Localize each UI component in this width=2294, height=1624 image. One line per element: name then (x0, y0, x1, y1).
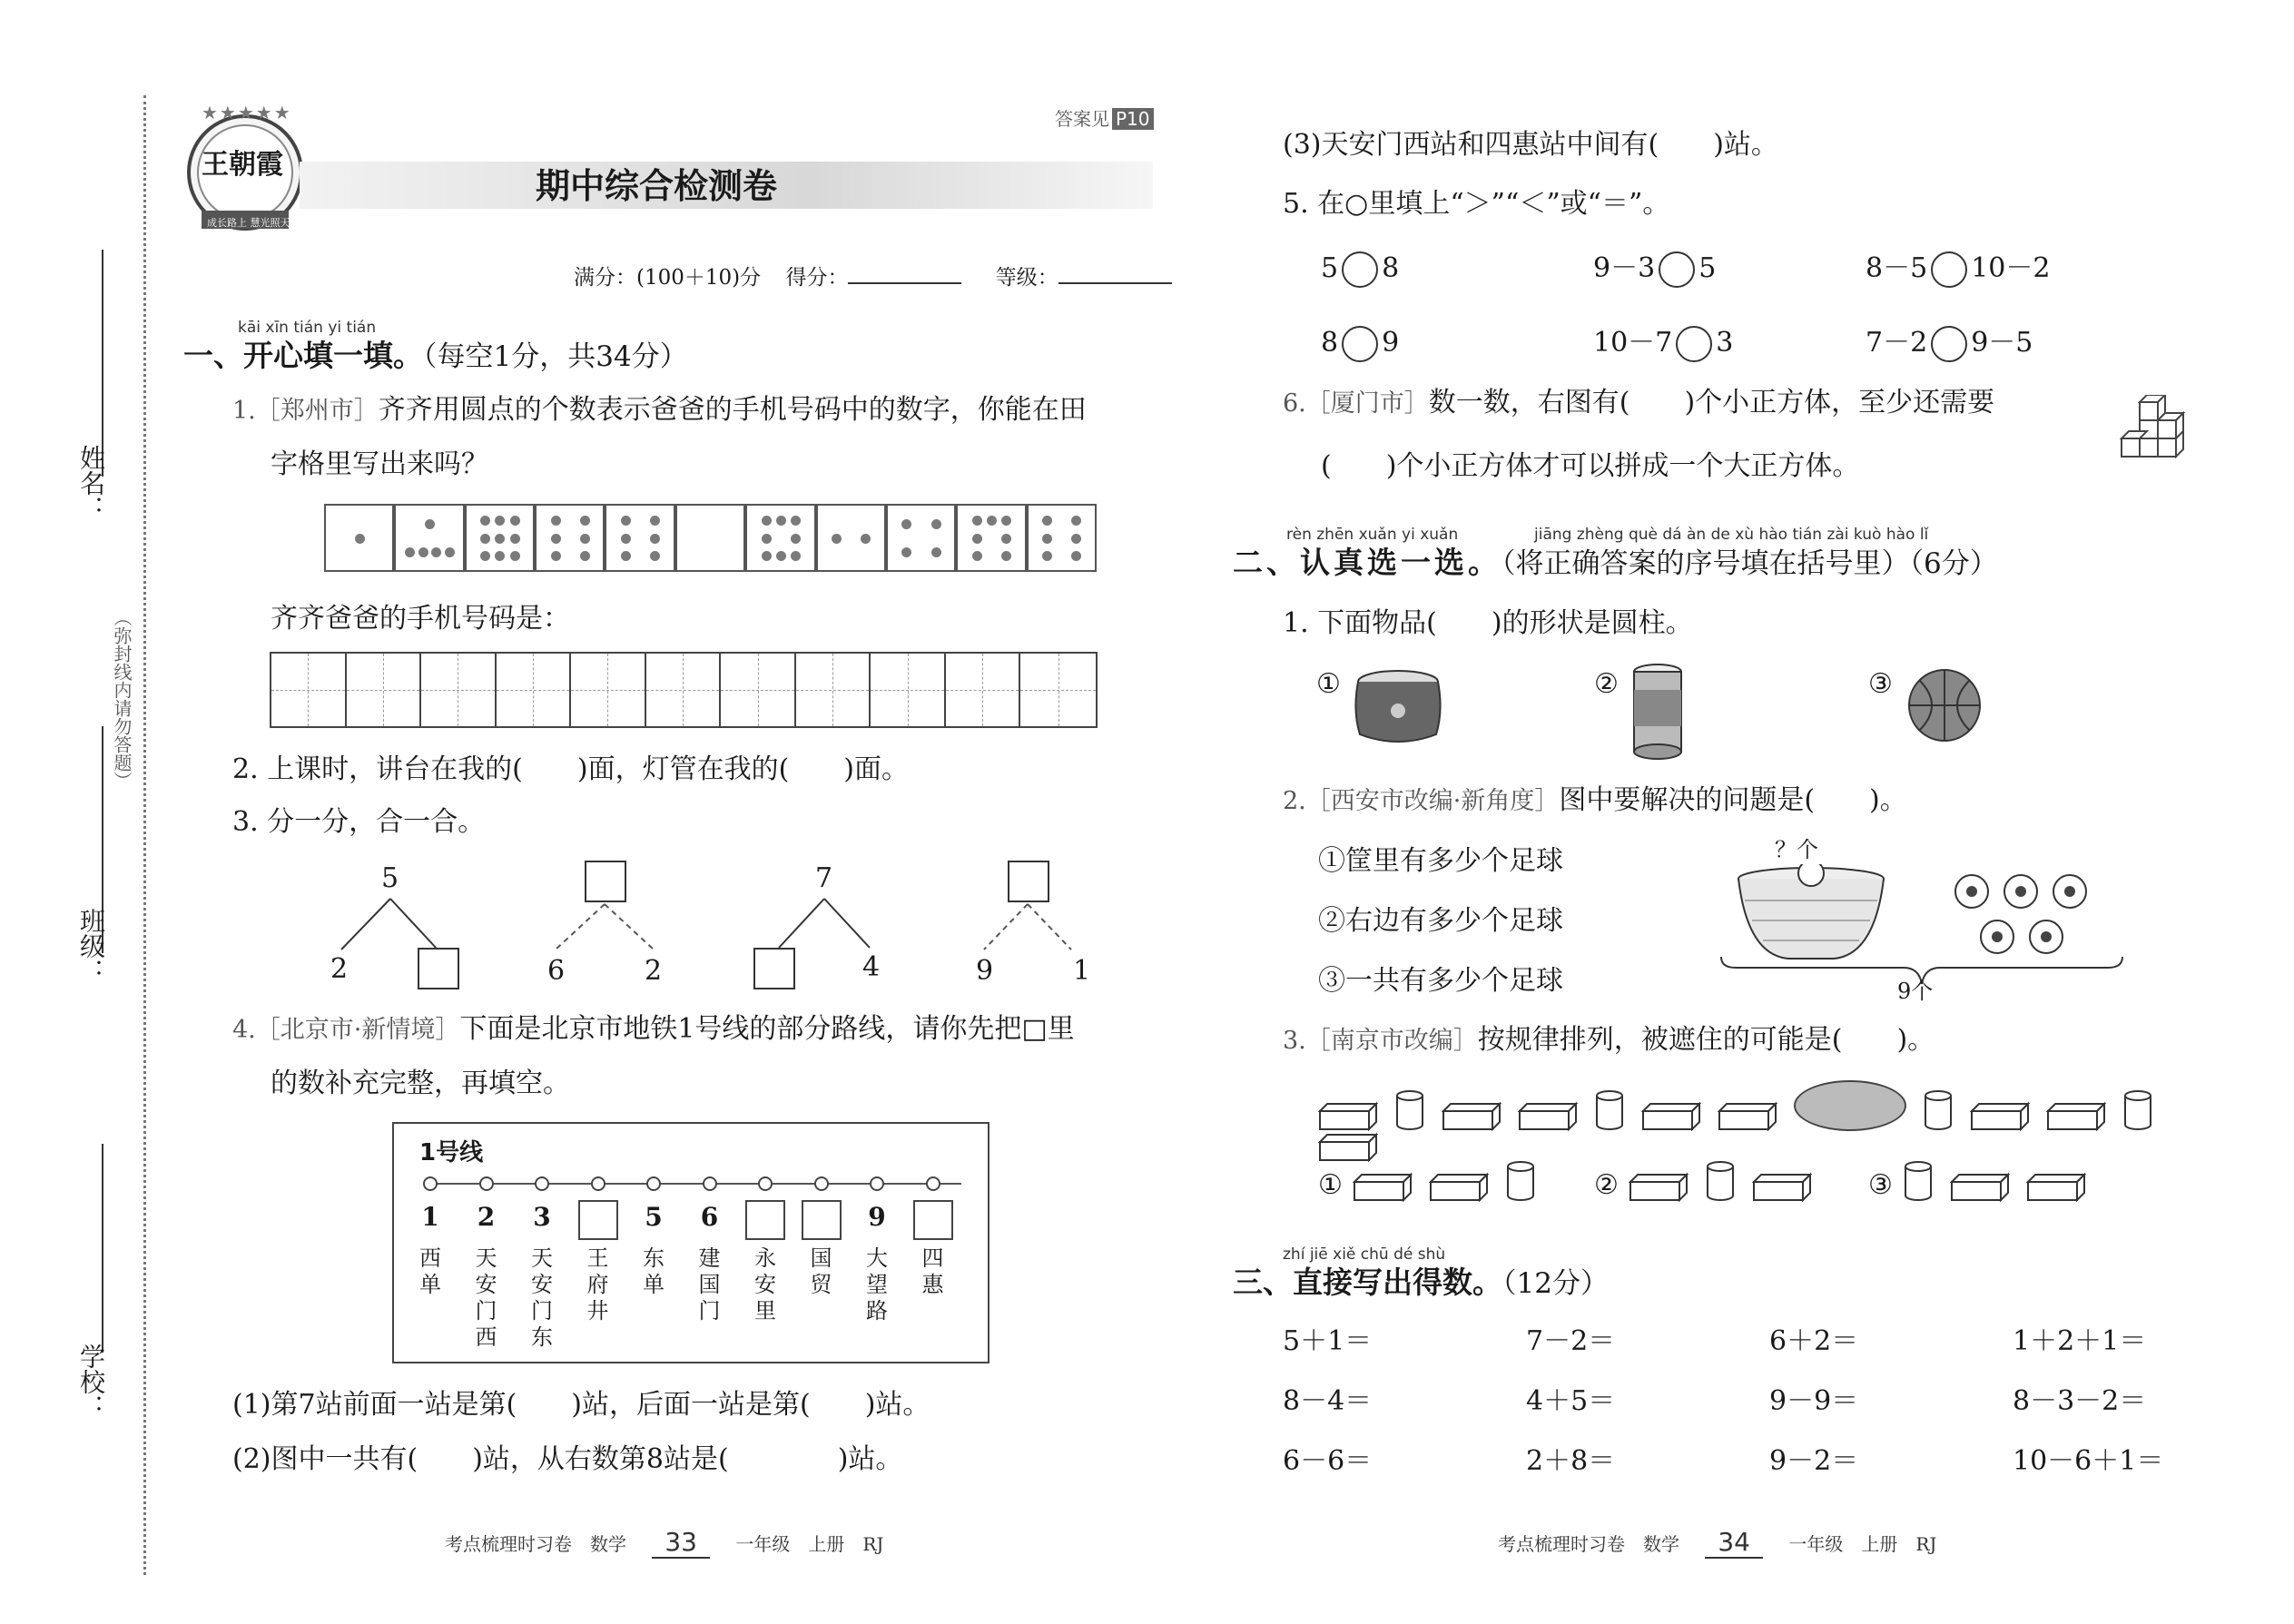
dot (495, 516, 505, 526)
tian-grid-cell[interactable] (1020, 654, 1096, 726)
dot (480, 534, 490, 544)
compare-left: 8 (1321, 327, 1339, 359)
soccer-balls-picture (1952, 871, 2106, 962)
dot (650, 551, 660, 561)
s2-q1: 1. 下面物品( )的形状是圆柱。 (1283, 607, 1693, 639)
right-footer-grade: 一年级 上册 RJ (1788, 1533, 1937, 1555)
cylinder-shape (1505, 1160, 1536, 1202)
tian-grid-cell[interactable] (646, 654, 722, 726)
station-number: 3 (533, 1202, 551, 1232)
s2-q2 (1283, 782, 1907, 820)
right-footer (1498, 1527, 1936, 1559)
compare-circle[interactable] (1342, 251, 1378, 288)
dot-card (605, 504, 674, 572)
dot (621, 534, 631, 544)
class-label: 班级： (76, 908, 106, 984)
compare-circle[interactable] (1931, 326, 1967, 362)
station-name: 大望路 (866, 1245, 888, 1324)
tian-grid-cell[interactable] (721, 654, 796, 726)
score-label: 得分： (785, 266, 849, 290)
station-name: 国贸 (810, 1245, 832, 1297)
can-picture (1630, 663, 1685, 766)
q3: 3. 分一分，合一合。 (232, 806, 486, 838)
dot (510, 551, 520, 561)
tian-grid-cell[interactable] (871, 654, 946, 726)
dot (405, 547, 415, 557)
station-number: 9 (868, 1202, 886, 1232)
dot (1042, 516, 1052, 526)
calc-item[interactable]: 8－3－2＝ (2013, 1385, 2147, 1417)
dot (551, 551, 561, 561)
pattern-row (1318, 1080, 2208, 1135)
compare-right: 9 (1382, 327, 1400, 359)
cuboid-shape (1752, 1171, 1812, 1202)
dot (832, 534, 842, 544)
cylinder-shape (1923, 1089, 1954, 1131)
school-underline (102, 1144, 103, 1353)
left-footer-book: 考点梳理时习卷 数学 (445, 1533, 626, 1555)
q4-sub3: (3)天安门西站和四惠站中间有( )站。 (1283, 129, 1778, 161)
calc-item[interactable]: 6－6＝ (1283, 1445, 1373, 1477)
compare-right: 5 (1698, 252, 1717, 284)
cuboid-shape (1318, 1131, 1378, 1162)
dot (791, 534, 801, 544)
dot (621, 516, 631, 526)
basket-question: ？个 (1775, 837, 1818, 862)
dot (621, 551, 631, 561)
sec2-note: （将正确答案的序号填在括号里）（6分） (1501, 547, 1998, 580)
calc-item[interactable]: 5＋1＝ (1283, 1325, 1373, 1357)
calc-item[interactable]: 7－2＝ (1526, 1325, 1616, 1357)
calc-item[interactable]: 1＋2＋1＝ (2013, 1325, 2147, 1357)
dot-card (394, 504, 464, 572)
sec1-pinyin: kāi xīn tián yi tián (238, 319, 377, 337)
q6-text: 数一数，右图有( )个小正方体，至少还需要 (1428, 387, 1995, 418)
sec2-title: 二、认真选一选。 (1233, 545, 1501, 580)
basket-picture (1734, 864, 1888, 968)
cuboid-shape (1629, 1171, 1689, 1202)
station-number: 2 (477, 1202, 496, 1232)
dot (791, 516, 801, 526)
dot (580, 551, 590, 561)
s2-q1-opt3: ③ (1868, 668, 1893, 700)
s2-q3-text: 按规律排列，被遮住的可能是( )。 (1477, 1024, 1935, 1056)
tian-grid-cell[interactable] (271, 654, 347, 726)
dot (987, 516, 997, 526)
calc-item[interactable]: 4＋5＝ (1526, 1385, 1616, 1417)
cylinder-shape (1394, 1089, 1425, 1131)
calc-item[interactable]: 9－9＝ (1769, 1385, 1859, 1417)
dot (480, 516, 490, 526)
dice-row (324, 504, 1097, 572)
compare-grid (1321, 249, 2051, 363)
compare-right: 8 (1382, 252, 1400, 284)
left-page-number: 33 (652, 1527, 710, 1559)
answer-ref (1055, 107, 1154, 131)
dot (931, 519, 941, 529)
dot (418, 547, 428, 557)
cylinder-shape (1705, 1160, 1736, 1202)
q5: 5. 在○里填上“＞”“＜”或“＝”。 (1283, 188, 1670, 220)
tree1-right-box[interactable] (418, 948, 459, 989)
sec2-pinyin-b: jiāng zhèng què dá àn de xù hào tián zài kuò hào lǐ (1534, 526, 1929, 544)
tian-grid-row (270, 652, 1098, 728)
s2-q2-opt1: ①筐里有多少个足球 (1318, 845, 1563, 877)
tree1-top: 5 (381, 862, 399, 894)
dot (776, 516, 786, 526)
station-dot (591, 1176, 605, 1191)
sec1-note: （每空1分，共34分） (423, 340, 688, 373)
sec3-title: 三、直接写出得数。 (1233, 1265, 1502, 1300)
dot (510, 534, 520, 544)
dot (650, 534, 660, 544)
basket-total: 9个 (1897, 979, 1934, 1004)
q4-text: 下面是北京市地铁1号线的部分路线，请你先把□里 (459, 1013, 1075, 1045)
dot (762, 534, 772, 544)
compare-left: 5 (1321, 252, 1339, 284)
tree1-left: 2 (330, 953, 349, 985)
q4-sub2: (2)图中一共有( )站，从右数第8站是( )站。 (232, 1443, 903, 1475)
split-tree-2 (545, 861, 690, 997)
cuboid-shape (1718, 1100, 1777, 1131)
dot (1001, 516, 1011, 526)
cylinder-shape (1594, 1089, 1625, 1131)
logo-motto: 成长路上 慧光照天 (207, 217, 290, 229)
s2-q1-opt2: ② (1594, 668, 1619, 700)
covered-oval (1794, 1080, 1906, 1131)
cuboid-shape (1518, 1100, 1578, 1131)
compare-left: 9－3 (1593, 252, 1656, 284)
compare-item (1593, 323, 1866, 363)
dot (480, 551, 490, 561)
sec3-heading (1233, 1265, 1609, 1303)
q4-source: 4.［北京市·新情境］ (232, 1016, 460, 1044)
s2-q2-source: 2.［西安市改编·新角度］ (1283, 787, 1560, 815)
compare-circle[interactable] (1931, 251, 1967, 288)
station-dot (423, 1176, 438, 1191)
q1-phone-label: 齐齐爸爸的手机号码是： (271, 603, 570, 635)
q6-line2: ( )个小正方体才可以拼成一个大正方体。 (1321, 450, 1860, 482)
station-number: 1 (421, 1202, 439, 1232)
answer-ref-page: P10 (1112, 108, 1154, 130)
dot (1042, 534, 1052, 544)
station-name: 建国门 (698, 1245, 721, 1324)
score-line (574, 260, 1172, 296)
compare-left: 7－2 (1866, 327, 1928, 359)
sec1-title: 一、开心填一填。 (183, 338, 423, 373)
station-dot (758, 1176, 773, 1191)
station-number-box[interactable] (913, 1200, 953, 1240)
dot (510, 516, 520, 526)
dot-card (956, 504, 1026, 572)
cylinder-shape (2122, 1089, 2153, 1131)
station-name: 王府井 (586, 1245, 609, 1324)
cuboid-shape (1318, 1100, 1378, 1131)
s2-q2-text: 图中要解决的问题是( )。 (1559, 784, 1907, 816)
tree3-top: 7 (815, 862, 833, 894)
answer-ref-label: 答案见 (1055, 108, 1109, 130)
station-name: 天安门东 (531, 1245, 553, 1350)
s2-q3-opt3-shapes (1903, 1160, 2139, 1206)
compare-item (1321, 249, 1593, 289)
grade-blank[interactable] (1058, 282, 1172, 284)
grade-label: 等级： (995, 266, 1058, 290)
compare-right: 9－5 (1971, 327, 2033, 359)
tian-grid-cell[interactable] (497, 654, 572, 726)
dot (355, 534, 365, 544)
subway-map (392, 1122, 989, 1363)
cuboid-shape (2026, 1171, 2086, 1202)
station-name: 东单 (643, 1245, 665, 1297)
q6-source: 6.［厦门市］ (1283, 389, 1429, 418)
binding-dotted-line (143, 95, 146, 1575)
basketball-picture (1906, 667, 1983, 747)
calc-item[interactable]: 6＋2＝ (1769, 1325, 1859, 1357)
sec1-heading (183, 338, 688, 376)
calc-item[interactable]: 2＋8＝ (1526, 1445, 1616, 1477)
full-score: 满分：(100＋10)分 (574, 266, 762, 290)
dot (1071, 551, 1081, 561)
station-number: 6 (700, 1202, 719, 1232)
dot (972, 551, 982, 561)
station-name: 天安门西 (475, 1245, 497, 1350)
s2-q3 (1283, 1022, 1935, 1059)
calc-grid (1283, 1324, 2172, 1480)
drum-picture (1353, 667, 1443, 753)
q6-line1 (1283, 385, 1994, 422)
tree2-right: 2 (645, 955, 663, 987)
dot-card (675, 504, 745, 572)
tree4-right: 1 (1073, 955, 1091, 987)
cuboid-shape (1442, 1100, 1501, 1131)
s2-q3-opt1-shapes (1353, 1160, 1589, 1206)
dot (1071, 516, 1081, 526)
compare-right: 10－2 (1971, 252, 2051, 284)
dot (861, 534, 871, 544)
cube-stack-picture (2111, 395, 2201, 480)
cuboid-shape (1970, 1100, 2030, 1131)
s2-q3-source: 3.［南京市改编］ (1283, 1027, 1478, 1055)
s2-q3-opt2: ② (1594, 1169, 1619, 1201)
cuboid-shape (2046, 1100, 2106, 1131)
q4-sub1: (1)第7站前面一站是第( )站，后面一站是第( )站。 (232, 1389, 930, 1421)
dot-card (886, 504, 956, 572)
tian-grid-cell[interactable] (796, 654, 871, 726)
s2-q3-opt1: ① (1318, 1169, 1343, 1201)
dot-card (816, 504, 886, 572)
s2-q2-opt2: ②右边有多少个足球 (1318, 905, 1563, 937)
station-dot (926, 1176, 940, 1191)
dot (495, 551, 505, 561)
q1-line2: 字格里写出来吗？ (271, 448, 488, 480)
calc-item[interactable]: 8－4＝ (1283, 1385, 1373, 1417)
dot (425, 519, 435, 529)
dot (931, 547, 941, 557)
tian-grid-cell[interactable] (347, 654, 422, 726)
compare-circle[interactable] (1659, 251, 1695, 288)
school-label: 学校： (76, 1343, 106, 1420)
station-name: 西单 (419, 1245, 441, 1297)
dot-card (1027, 504, 1097, 572)
score-blank[interactable] (848, 282, 961, 284)
dot (495, 534, 505, 544)
compare-item (1866, 249, 2051, 289)
tree3-left-box[interactable] (753, 948, 795, 989)
compare-item (1866, 323, 2047, 363)
subway-title: 1号线 (419, 1139, 484, 1166)
dot (650, 516, 660, 526)
sec3-pinyin: zhí jiē xiě chū dé shù (1283, 1245, 1446, 1264)
calc-item[interactable]: 10－6＋1＝ (2013, 1445, 2164, 1477)
dot (762, 551, 772, 561)
dot (551, 534, 561, 544)
station-dot (479, 1176, 494, 1191)
tree3-right: 4 (862, 951, 881, 983)
s2-q2-opt3: ③一共有多少个足球 (1318, 965, 1563, 997)
dot (1001, 551, 1011, 561)
cuboid-shape (1429, 1171, 1489, 1202)
compare-right: 3 (1716, 327, 1734, 359)
dot (901, 547, 911, 557)
q1-text: 齐齐用圆点的个数表示爸爸的手机号码中的数字，你能在田 (378, 394, 1087, 426)
s2-q1-opt1: ① (1316, 668, 1341, 700)
dot (776, 551, 786, 561)
compare-item (1593, 249, 1866, 289)
cuboid-shape (1950, 1171, 2010, 1202)
left-footer-grade: 一年级 上册 RJ (735, 1533, 884, 1555)
dot (431, 547, 441, 557)
right-footer-book: 考点梳理时习卷 数学 (1498, 1533, 1679, 1555)
cylinder-shape (1903, 1160, 1934, 1202)
sec3-note: （12分） (1502, 1267, 1609, 1300)
name-label: 姓名： (76, 445, 106, 521)
q2: 2. 上课时，讲台在我的( )面，灯管在我的( )面。 (232, 753, 909, 785)
dot (580, 534, 590, 544)
left-footer (445, 1527, 883, 1559)
calc-item[interactable]: 9－2＝ (1769, 1445, 1859, 1477)
compare-left: 10－7 (1593, 327, 1673, 359)
s2-q3-opt2-shapes (1629, 1160, 1865, 1206)
tree2-left: 6 (547, 955, 566, 987)
compare-left: 8－5 (1866, 252, 1928, 284)
station-dot (870, 1176, 884, 1191)
compare-item (1321, 323, 1593, 363)
logo-text: 王朝霞 (202, 149, 283, 181)
station-dot (535, 1176, 549, 1191)
dot (762, 516, 772, 526)
station-name: 四惠 (921, 1245, 944, 1297)
tian-grid-cell[interactable] (421, 654, 497, 726)
right-page-number: 34 (1705, 1527, 1763, 1559)
tian-grid-cell[interactable] (571, 654, 646, 726)
station-name: 永安里 (754, 1245, 776, 1324)
dot (791, 551, 801, 561)
dot-card (324, 504, 394, 572)
dot (1001, 534, 1011, 544)
compare-circle[interactable] (1342, 326, 1378, 362)
dot (1042, 551, 1052, 561)
split-tree-4 (962, 861, 1108, 997)
compare-circle[interactable] (1676, 326, 1712, 362)
s2-q3-opt3: ③ (1868, 1169, 1893, 1201)
page-title: 期中综合检测卷 (536, 166, 778, 206)
sec2-heading (1233, 545, 1998, 583)
station-number-box[interactable] (578, 1200, 618, 1240)
dot (445, 547, 455, 557)
sec2-pinyin-a: rèn zhēn xuǎn yi xuǎn (1286, 526, 1459, 544)
tree4-left: 9 (976, 955, 994, 987)
split-tree-3 (753, 861, 899, 997)
station-dot (703, 1176, 717, 1191)
dot (972, 516, 982, 526)
dot (1071, 534, 1081, 544)
q4-line1 (232, 1011, 1075, 1048)
q4-line2: 的数补充完整，再填空。 (271, 1068, 570, 1099)
split-tree-1 (320, 861, 465, 997)
station-number-box[interactable] (802, 1200, 842, 1240)
logo-badge (182, 109, 309, 227)
dot (901, 519, 911, 529)
q1-line1 (232, 392, 1087, 429)
dot (551, 516, 561, 526)
cuboid-shape (1353, 1171, 1413, 1202)
dot (972, 534, 982, 544)
station-number: 5 (645, 1202, 663, 1232)
logo-stars: ★★★★★ (202, 102, 292, 123)
dot-card (745, 504, 815, 572)
station-dot (646, 1176, 661, 1191)
name-underline (102, 250, 103, 477)
tian-grid-cell[interactable] (946, 654, 1021, 726)
q1-source: 1.［郑州市］ (232, 397, 379, 425)
cuboid-shape (1641, 1100, 1701, 1131)
station-dot (814, 1176, 829, 1191)
station-number-box[interactable] (745, 1200, 785, 1240)
dot (580, 516, 590, 526)
dot-card (535, 504, 605, 572)
dot-card (465, 504, 535, 572)
seal-warning: （弥封线内请勿答题） (111, 608, 133, 790)
